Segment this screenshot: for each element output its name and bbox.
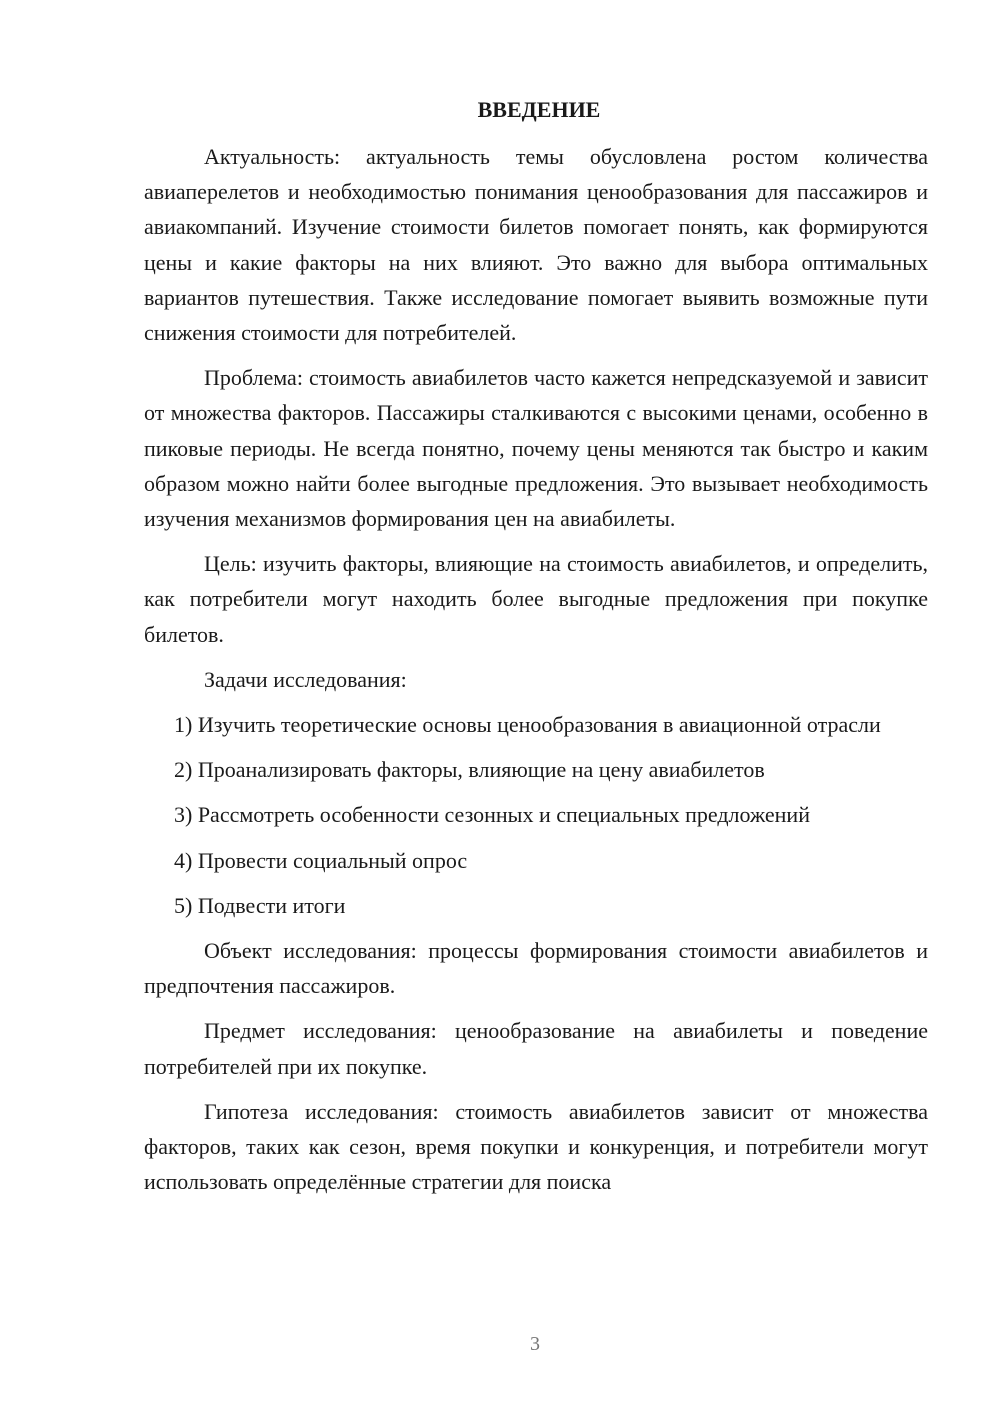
page-number: 3 bbox=[530, 1333, 540, 1355]
task-item-2: 2) Проанализировать факторы, влияющие на цену авиабилетов bbox=[174, 757, 765, 783]
task-item-4: 4) Провести социальный опрос bbox=[174, 847, 468, 873]
document-page bbox=[144, 92, 928, 1199]
task-item-5: 5) Подвести итоги bbox=[174, 892, 346, 918]
paragraph-tasks-heading: Задачи исследования: bbox=[204, 666, 407, 692]
section-title: ВВЕДЕНИЕ bbox=[477, 97, 601, 122]
paragraph-goal: Цель: изучить факторы, влияющие на стоимость авиабилетов, и определить, как потребители могут находить более выгодные предложения при покупке билетов. bbox=[144, 551, 928, 647]
paragraph-relevance: Актуальность: актуальность темы обусловлена ростом количества авиаперелетов и необходимостью понимания ценообразования для пассажиров и авиакомпаний. Изучение стоимости билетов помогает понять, как формируются цены и какие факторы на них влияют. Это важно для выбора оптимальных вариантов путешествия. Также исследование помогает выявить возможные пути снижения стоимости для потребителей. bbox=[144, 144, 928, 346]
paragraph-subject: Предмет исследования: ценообразование на авиабилеты и поведение потребителей при их покупке. bbox=[144, 1018, 928, 1079]
task-item-1: 1) Изучить теоретические основы ценообразования в авиационной отрасли bbox=[174, 712, 881, 738]
paragraph-problem: Проблема: стоимость авиабилетов часто кажется непредсказуемой и зависит от множества факторов. Пассажиры сталкиваются с высокими ценами, особенно в пиковые периоды. Не всегда понятно, почему цены меняются так быстро и каким образом можно найти более выгодные предложения. Это вызывает необходимость изучения механизмов формирования цен на авиабилеты. bbox=[144, 365, 928, 532]
paragraph-object: Объект исследования: процессы формирования стоимости авиабилетов и предпочтения пассажиров. bbox=[144, 938, 928, 999]
paragraph-hypothesis: Гипотеза исследования: стоимость авиабилетов зависит от множества факторов, таких как сезон, время покупки и конкуренция, и потребители могут использовать определённые стратегии для поиска bbox=[144, 1098, 928, 1195]
task-item-3: 3) Рассмотреть особенности сезонных и специальных предложений bbox=[174, 802, 810, 828]
